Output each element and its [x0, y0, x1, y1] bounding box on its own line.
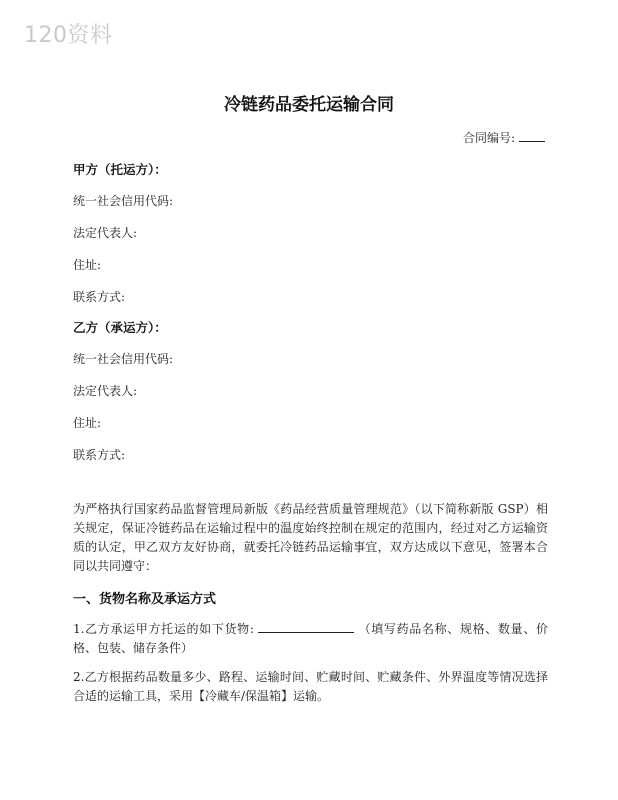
watermark-logo: 120资料: [24, 23, 113, 48]
party-b-heading: 乙方（承运方）：: [73, 320, 167, 335]
contract-number-blank[interactable]: [519, 131, 545, 142]
party-a-contact: 联系方式:: [73, 290, 126, 304]
contract-number: [463, 129, 545, 146]
party-a-legal-rep: 法定代表人:: [73, 226, 138, 240]
party-b-contact: 联系方式:: [73, 448, 126, 462]
party-b-address: 住址:: [73, 416, 102, 430]
clause-1-1-prefix: 1.乙方承运甲方托运的如下货物:: [73, 622, 254, 636]
clause-1-2: 2.乙方根据药品数量多少、路程、运输时间、贮藏时间、贮藏条件、外界温度等情况选择合适的运输工具，采用【冷藏车/保温箱】运输。: [73, 670, 548, 703]
section-1-title: 一、货物名称及承运方式: [73, 592, 217, 607]
party-a-credit-code: 统一社会信用代码:: [73, 194, 174, 208]
clause-1-1-suffix: （填写药品名称、规格、数量、价格、包装、储存条件）: [73, 622, 548, 655]
party-b-credit-code: 统一社会信用代码:: [73, 352, 174, 366]
preamble-paragraph: 为严格执行国家药品监督管理局新版《药品经营质量管理规范》（以下简称新版 GSP）相关规定，保证冷链药品在运输过程中的温度始终控制在规定的范围内，经过对乙方运输资质的认定，甲乙双方友好协商，就委托冷链药品运输事宜，双方达成以下意见，签署本合同以共同遵守：: [73, 502, 548, 573]
clause-1-1: [73, 620, 548, 658]
contract-number-label: 合同编号:: [462, 131, 515, 145]
party-a-address: 住址:: [73, 258, 102, 272]
goods-blank[interactable]: [258, 620, 354, 633]
party-a-heading: 甲方（托运方）：: [73, 162, 167, 177]
party-b-legal-rep: 法定代表人:: [73, 384, 138, 398]
document-title: 冷链药品委托运输合同: [224, 95, 394, 115]
